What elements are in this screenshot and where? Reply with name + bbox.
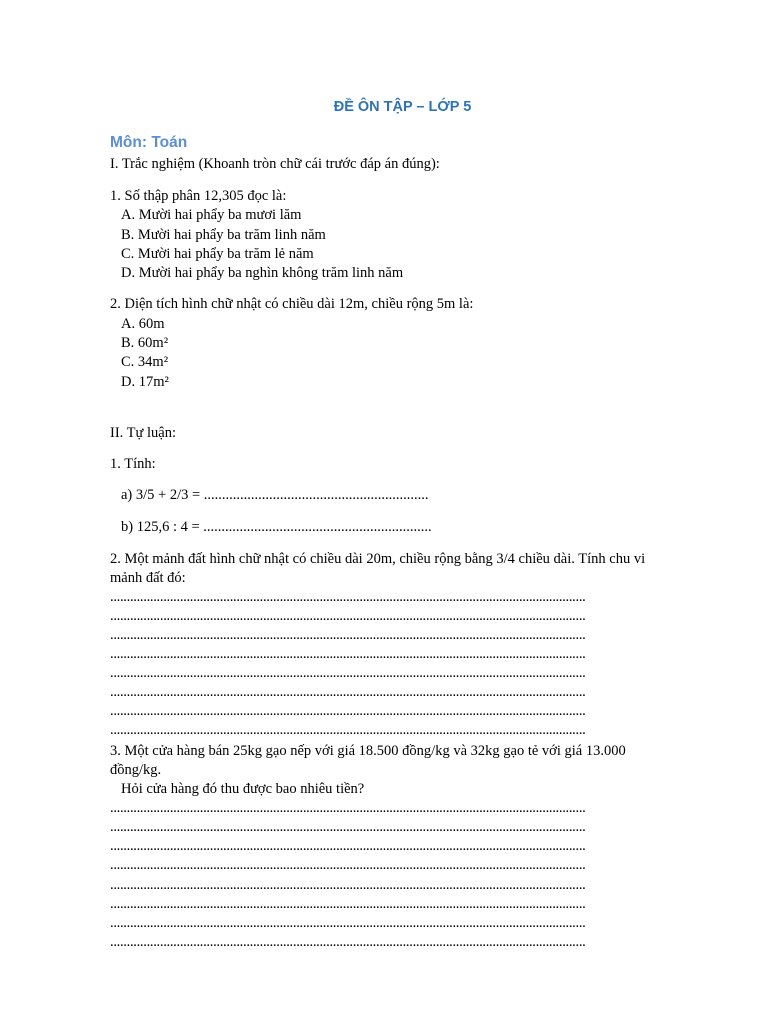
essay-1-part-a: a) 3/5 + 2/3 = .............................................................. — [121, 487, 429, 503]
q1-option-b: B. Mười hai phẩy ba trăm linh năm — [121, 227, 326, 243]
question-1: 1. Số thập phân 12,305 đọc là: — [110, 188, 287, 204]
essay-2-answer-line: ............................................................................................................................................... — [110, 627, 586, 643]
essay-3-answer-line: ............................................................................................................................................... — [110, 800, 586, 816]
essay-1-part-b: b) 125,6 : 4 = ............................................................... — [121, 519, 432, 535]
subject-heading: Môn: Toán — [110, 134, 188, 151]
q1-option-a: A. Mười hai phẩy ba mươi lăm — [121, 207, 302, 223]
essay-2-answer-line: ............................................................................................................................................... — [110, 589, 586, 605]
essay-2-answer-line: ............................................................................................................................................... — [110, 703, 586, 719]
essay-3-question-line-2: đồng/kg. — [110, 762, 162, 778]
essay-3-answer-line: ............................................................................................................................................... — [110, 915, 586, 931]
question-2: 2. Diện tích hình chữ nhật có chiều dài 12m, chiều rộng 5m là: — [110, 296, 474, 312]
essay-3-answer-line: ............................................................................................................................................... — [110, 934, 586, 950]
q2-option-a: A. 60m — [121, 316, 165, 332]
section-2-heading: II. Tự luận: — [110, 425, 176, 441]
essay-2-answer-line: ............................................................................................................................................... — [110, 684, 586, 700]
q1-option-d: D. Mười hai phẩy ba nghìn không trăm linh năm — [121, 265, 404, 281]
essay-1-question: 1. Tính: — [110, 456, 156, 472]
essay-2-question-line-1: 2. Một mảnh đất hình chữ nhật có chiều dài 20m, chiều rộng bằng 3/4 chiều dài. Tính chu vi — [110, 551, 646, 567]
q2-option-d: D. 17m² — [121, 374, 169, 390]
essay-2-answer-line: ............................................................................................................................................... — [110, 722, 586, 738]
essay-2-answer-line: ............................................................................................................................................... — [110, 665, 586, 681]
essay-3-answer-line: ............................................................................................................................................... — [110, 857, 586, 873]
essay-2-question-line-2: mảnh đất đó: — [110, 570, 186, 586]
essay-3-answer-line: ............................................................................................................................................... — [110, 877, 586, 893]
essay-3-answer-line: ............................................................................................................................................... — [110, 896, 586, 912]
essay-3-question-line-1: 3. Một cửa hàng bán 25kg gạo nếp với giá 18.500 đồng/kg và 32kg gạo tẻ với giá 13.000 — [110, 743, 626, 759]
essay-3-answer-line: ............................................................................................................................................... — [110, 819, 586, 835]
section-1-heading: I. Trắc nghiệm (Khoanh tròn chữ cái trước đáp án đúng): — [110, 156, 440, 172]
q2-option-b: B. 60m² — [121, 335, 169, 351]
q1-option-c: C. Mười hai phẩy ba trăm lẻ năm — [121, 246, 314, 262]
essay-2-answer-line: ............................................................................................................................................... — [110, 608, 586, 624]
essay-3-question-line-3: Hỏi cửa hàng đó thu được bao nhiêu tiền? — [121, 781, 365, 797]
q2-option-c: C. 34m² — [121, 354, 169, 370]
page-title: ĐỀ ÔN TẬP – LỚP 5 — [333, 99, 472, 115]
essay-2-answer-line: ............................................................................................................................................... — [110, 646, 586, 662]
essay-3-answer-line: ............................................................................................................................................... — [110, 838, 586, 854]
